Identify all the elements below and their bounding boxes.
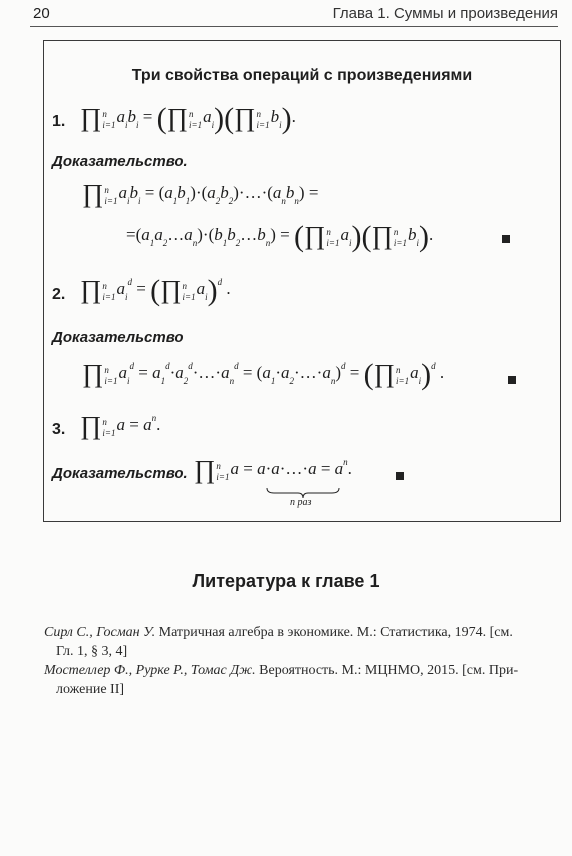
qed-mark [508,376,516,384]
proof-2-label: Доказательство [52,329,184,346]
reference-authors: Мостеллер Ф., Рурке Р., Томас Дж. [44,663,256,678]
property-2-number: 2. [52,286,66,303]
properties-box [43,40,561,522]
property-1-number: 1. [52,113,66,130]
reference-authors: Сирл С., Госман У. [44,625,156,640]
reference-continuation: ложение II] [56,682,125,697]
property-2-formula: ∏ n i=1 $a_i^d$ = (∏ n i=1 $a_i)^d$ . [80,274,231,307]
reference-continuation: Гл. 1, § 3, 4] [56,644,128,659]
property-3-formula: ∏ n i=1 $a = a^n$. [80,411,161,440]
proof-1-line-1: ∏ n i=1 $a_ib_i$ = $(a_1b_1)\cdot(a_2b_2)\cdot\dots\cdot(a_nb_n)$ = [82,179,319,208]
reference-item [44,661,562,699]
qed-mark [396,472,404,480]
brace-label: n раз [290,497,312,508]
box-title: Три свойства операций с произведениями [131,67,473,84]
reference-text: Вероятность. М.: МЦНМО, 2015. [см. При- [255,663,519,678]
proof-2-formula: ∏ n i=1 $a_i^d$ = $a_1^d\cdot a_2^d\cdot\dots\cdot a_n^d$ = $(a_1\cdot a_2\cdot\dots\cdot a_n)^d$ = (∏ n i=1 $a_i)^d$ . [82,358,445,391]
property-3-number: 3. [52,421,66,438]
proof-1-label: Доказательство. [52,153,188,170]
reference-text: Матричная алгебра в экономике. М.: Статистика, 1974. [см. [155,625,513,640]
reference-item [44,623,562,661]
property-1-formula: ∏ n i=1 $a_ib_i$ = (∏ n i=1 $a_i)(\prod$ n i=1 $b_i$). [80,102,296,135]
proof-3-formula: ∏ n i=1 a = a·a·…·a = $a^n$. [194,455,352,484]
proof-3-label: Доказательство. [52,465,188,482]
page-header [30,4,558,27]
qed-mark [502,235,510,243]
running-title: Глава 1. Суммы и произведения [332,5,558,22]
proof-1-line-2: $=(a_1a_2\dots a_n)\cdot(b_1b_2\dots b_n)$ = (∏ n i=1 $a_i)(\prod$ n i=1 $b_i$). [126,220,434,253]
page-number: 20 [33,5,50,22]
literature-title: Литература к главе 1 [192,571,380,591]
